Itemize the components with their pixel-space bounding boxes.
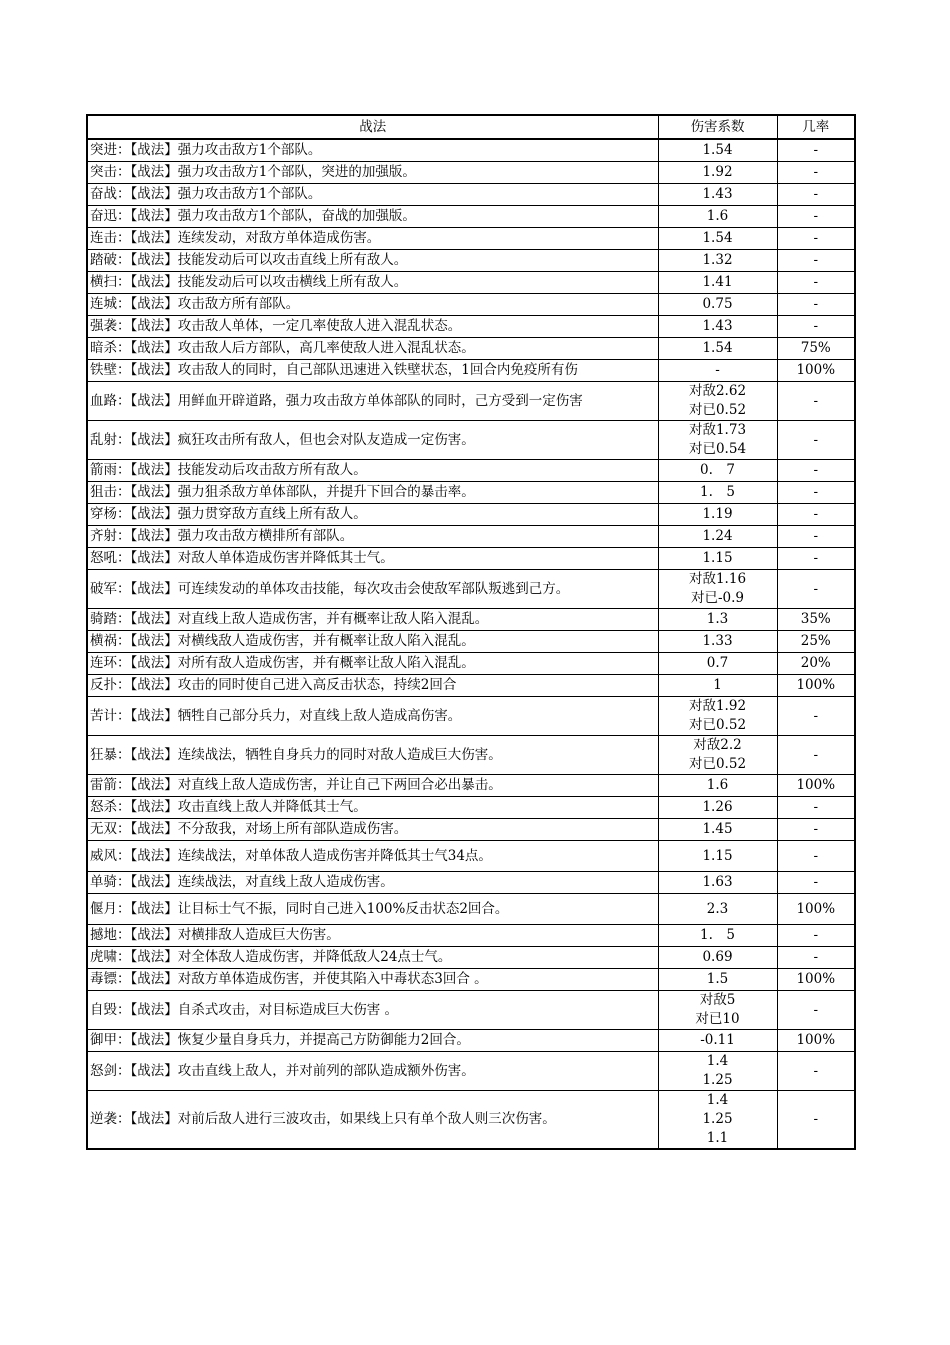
probability-cell: 35% — [777, 609, 855, 631]
skill-description: 【战法】牺牲自己部分兵力，对直线上敌人造成高伤害。 — [130, 707, 462, 724]
skill-cell — [87, 925, 658, 947]
skill-name: 虎啸： — [90, 949, 131, 965]
probability-cell: 100% — [777, 360, 855, 382]
skill-cell — [87, 338, 658, 360]
skill-cell — [87, 819, 658, 841]
damage-coefficient-cell: 0.7 — [658, 653, 777, 675]
table-row — [87, 272, 855, 294]
probability-cell: 100% — [777, 894, 855, 925]
table-row — [87, 631, 855, 653]
table-row — [87, 504, 855, 526]
probability-cell: - — [777, 1091, 855, 1150]
skill-name: 连城： — [90, 296, 131, 312]
skill-name: 穿杨： — [90, 506, 131, 522]
damage-coefficient-cell: 1.54 — [658, 338, 777, 360]
damage-coefficient-cell: 1 — [658, 675, 777, 697]
table-row — [87, 250, 855, 272]
probability-cell: - — [777, 206, 855, 228]
skill-name: 箭雨： — [90, 462, 131, 478]
probability-cell: - — [777, 797, 855, 819]
damage-coefficient-cell: 2.3 — [658, 894, 777, 925]
skill-description: 【战法】强力攻击敌方1个部队。 — [130, 186, 322, 202]
probability-cell: 100% — [777, 969, 855, 991]
skill-cell — [87, 184, 658, 206]
table-row — [87, 206, 855, 228]
probability-cell: - — [777, 736, 855, 775]
skill-name: 自毁： — [90, 1001, 131, 1018]
damage-coefficient-cell: 1.54 — [658, 228, 777, 250]
skill-cell — [87, 570, 658, 609]
skill-cell — [87, 1091, 658, 1150]
skill-name: 无双： — [90, 821, 131, 837]
probability-cell: - — [777, 819, 855, 841]
table-row — [87, 775, 855, 797]
skill-description: 【战法】连续战法，对单体敌人造成伤害并降低其士气34点。 — [130, 847, 492, 864]
damage-coefficient-cell: 1.32 — [658, 250, 777, 272]
skill-cell — [87, 675, 658, 697]
probability-cell: - — [777, 526, 855, 548]
skill-description: 【战法】自杀式攻击，对目标造成巨大伤害 。 — [130, 1001, 399, 1018]
skill-cell — [87, 1052, 658, 1091]
skill-cell — [87, 697, 658, 736]
damage-coefficient-cell: 1.15 — [658, 841, 777, 872]
skill-description: 【战法】不分敌我，对场上所有部队造成伤害。 — [130, 821, 408, 837]
skill-name: 奋迅： — [90, 208, 131, 224]
skill-description: 【战法】对横线敌人造成伤害，并有概率让敌人陷入混乱。 — [130, 633, 475, 649]
damage-coefficient-cell: 1.45 — [658, 819, 777, 841]
skill-cell — [87, 382, 658, 421]
skill-description: 【战法】对敌人单体造成伤害并降低其士气。 — [130, 550, 394, 566]
table-header-row — [87, 115, 855, 139]
skill-cell — [87, 526, 658, 548]
table-row — [87, 338, 855, 360]
damage-coefficient-cell: 对敌1.16 对已-0.9 — [658, 570, 777, 609]
probability-cell: - — [777, 925, 855, 947]
probability-cell: 100% — [777, 675, 855, 697]
table-row — [87, 294, 855, 316]
damage-coefficient-cell: 1.26 — [658, 797, 777, 819]
skill-description: 【战法】对直线上敌人造成伤害，并让自己下两回合必出暴击。 — [130, 777, 502, 793]
table-row — [87, 609, 855, 631]
skill-name: 威风： — [90, 847, 131, 864]
probability-cell: - — [777, 872, 855, 894]
skill-description: 【战法】对直线上敌人造成伤害，并有概率让敌人陷入混乱。 — [130, 611, 489, 627]
damage-coefficient-cell: 1.33 — [658, 631, 777, 653]
skill-cell — [87, 775, 658, 797]
skill-cell — [87, 360, 658, 382]
skill-cell — [87, 894, 658, 925]
skill-description: 【战法】对所有敌人造成伤害，并有概率让敌人陷入混乱。 — [130, 655, 475, 671]
skill-cell — [87, 797, 658, 819]
table-row — [87, 1052, 855, 1091]
skill-description: 【战法】攻击的同时使自己进入高反击状态，持续2回合 — [130, 677, 457, 693]
damage-coefficient-cell: 1.19 — [658, 504, 777, 526]
skill-name: 反扑： — [90, 677, 131, 693]
probability-cell: 75% — [777, 338, 855, 360]
skill-name: 怒杀： — [90, 799, 131, 815]
table-row — [87, 894, 855, 925]
probability-cell: - — [777, 504, 855, 526]
skill-description: 【战法】强力攻击敌方横排所有部队。 — [130, 528, 354, 544]
probability-cell: - — [777, 250, 855, 272]
skill-name: 连击： — [90, 230, 131, 246]
table-row — [87, 316, 855, 338]
skill-description: 【战法】攻击直线上敌人，并对前列的部队造成额外伤害。 — [130, 1062, 475, 1079]
damage-coefficient-cell: 0.69 — [658, 947, 777, 969]
damage-coefficient-cell: 对敌1.92 对已0.52 — [658, 697, 777, 736]
skill-cell — [87, 631, 658, 653]
probability-cell: - — [777, 162, 855, 184]
skill-name: 苦计： — [90, 707, 131, 724]
skill-name: 齐射： — [90, 528, 131, 544]
probability-cell: - — [777, 697, 855, 736]
skill-cell — [87, 162, 658, 184]
probability-cell: - — [777, 184, 855, 206]
header-damage-coefficient: 伤害系数 — [658, 115, 777, 139]
damage-coefficient-cell: 对敌2.62 对已0.52 — [658, 382, 777, 421]
table-row — [87, 925, 855, 947]
skill-description: 【战法】技能发动后攻击敌方所有敌人。 — [130, 462, 367, 478]
skill-name: 血路： — [90, 392, 131, 409]
damage-coefficient-cell: 1.5 — [658, 969, 777, 991]
skill-name: 撼地： — [90, 927, 131, 943]
skill-description: 【战法】疯狂攻击所有敌人，但也会对队友造成一定伤害。 — [130, 431, 475, 448]
table-row — [87, 697, 855, 736]
skill-cell — [87, 250, 658, 272]
skill-name: 狙击： — [90, 484, 131, 500]
skill-description: 【战法】用鲜血开辟道路，强力攻击敌方单体部队的同时，己方受到一定伤害 — [130, 392, 583, 409]
damage-coefficient-cell: 1.6 — [658, 775, 777, 797]
damage-coefficient-cell: 1.15 — [658, 548, 777, 570]
damage-coefficient-cell: 1. 5 — [658, 925, 777, 947]
probability-cell: - — [777, 139, 855, 162]
skill-name: 强袭： — [90, 318, 131, 334]
skill-description: 【战法】强力攻击敌方1个部队，突进的加强版。 — [130, 164, 416, 180]
table-row — [87, 947, 855, 969]
table-row — [87, 421, 855, 460]
skill-cell — [87, 872, 658, 894]
skill-cell — [87, 482, 658, 504]
probability-cell: - — [777, 272, 855, 294]
skill-cell — [87, 609, 658, 631]
skill-description: 【战法】强力贯穿敌方直线上所有敌人。 — [130, 506, 367, 522]
damage-coefficient-cell: 对敌1.73 对已0.54 — [658, 421, 777, 460]
probability-cell: - — [777, 1052, 855, 1091]
probability-cell: - — [777, 841, 855, 872]
damage-coefficient-cell: 1.43 — [658, 316, 777, 338]
skill-description: 【战法】攻击敌人后方部队，高几率使敌人进入混乱状态。 — [130, 340, 475, 356]
skill-description: 【战法】连续战法，对直线上敌人造成伤害。 — [130, 874, 394, 890]
damage-coefficient-cell: 1.3 — [658, 609, 777, 631]
skill-cell — [87, 294, 658, 316]
skill-cell — [87, 228, 658, 250]
skill-description: 【战法】让目标士气不振，同时自己进入100%反击状态2回合。 — [130, 900, 509, 917]
skill-description: 【战法】攻击敌方所有部队。 — [130, 296, 300, 312]
skill-cell — [87, 947, 658, 969]
skill-cell — [87, 653, 658, 675]
probability-cell: - — [777, 460, 855, 482]
table-row — [87, 548, 855, 570]
probability-cell: 20% — [777, 653, 855, 675]
skill-cell — [87, 139, 658, 162]
damage-coefficient-cell: -0.11 — [658, 1030, 777, 1052]
probability-cell: - — [777, 548, 855, 570]
table-row — [87, 482, 855, 504]
probability-cell: 25% — [777, 631, 855, 653]
skill-description: 【战法】对前后敌人进行三波攻击，如果线上只有单个敌人则三次伤害。 — [130, 1111, 556, 1127]
table-row — [87, 1030, 855, 1052]
probability-cell: - — [777, 294, 855, 316]
table-row — [87, 228, 855, 250]
probability-cell: - — [777, 421, 855, 460]
table-row — [87, 841, 855, 872]
skill-name: 怒吼： — [90, 550, 131, 566]
table-row — [87, 675, 855, 697]
skill-name: 横扫： — [90, 274, 131, 290]
skill-description: 【战法】连续发动，对敌方单体造成伤害。 — [130, 230, 381, 246]
probability-cell: - — [777, 570, 855, 609]
skill-description: 【战法】强力攻击敌方1个部队。 — [130, 142, 322, 158]
skill-name: 连环： — [90, 655, 131, 671]
damage-coefficient-cell: 对敌5 对已10 — [658, 991, 777, 1030]
table-row — [87, 969, 855, 991]
skill-name: 御甲： — [90, 1032, 131, 1048]
damage-coefficient-cell: 1.54 — [658, 139, 777, 162]
skill-name: 暗杀： — [90, 340, 131, 356]
header-probability: 几率 — [777, 115, 855, 139]
skill-name: 雷箭： — [90, 777, 131, 793]
skill-name: 逆袭： — [90, 1111, 131, 1127]
skill-name: 单骑： — [90, 874, 131, 890]
skill-description: 【战法】恢复少量自身兵力，并提高己方防御能力2回合。 — [130, 1032, 470, 1048]
skill-cell — [87, 206, 658, 228]
skill-name: 毒镖： — [90, 971, 131, 987]
probability-cell: - — [777, 382, 855, 421]
damage-coefficient-cell: 1. 5 — [658, 482, 777, 504]
damage-coefficient-cell: 对敌2.2 对已0.52 — [658, 736, 777, 775]
skills-table — [86, 114, 856, 1150]
skill-name: 横祸： — [90, 633, 131, 649]
table-row — [87, 570, 855, 609]
table-row — [87, 736, 855, 775]
header-skill: 战法 — [87, 115, 658, 139]
skill-description: 【战法】连续战法，牺牲自身兵力的同时对敌人造成巨大伤害。 — [130, 746, 502, 763]
skill-name: 偃月： — [90, 900, 131, 917]
skill-name: 铁壁： — [90, 362, 131, 378]
table-row — [87, 360, 855, 382]
probability-cell: - — [777, 947, 855, 969]
skill-cell — [87, 460, 658, 482]
skill-name: 突进： — [90, 142, 131, 158]
skill-name: 奋战： — [90, 186, 131, 202]
skill-description: 【战法】对敌方单体造成伤害，并使其陷入中毒状态3回合 。 — [130, 971, 488, 987]
table-row — [87, 526, 855, 548]
table-row — [87, 382, 855, 421]
probability-cell: - — [777, 482, 855, 504]
skill-cell — [87, 991, 658, 1030]
damage-coefficient-cell: 1.4 1.25 1.1 — [658, 1091, 777, 1150]
probability-cell: - — [777, 991, 855, 1030]
table-row — [87, 184, 855, 206]
table-row — [87, 1091, 855, 1150]
probability-cell: - — [777, 316, 855, 338]
skill-description: 【战法】对横排敌人造成巨大伤害。 — [130, 927, 340, 943]
damage-coefficient-cell: 1.6 — [658, 206, 777, 228]
damage-coefficient-cell: - — [658, 360, 777, 382]
probability-cell: 100% — [777, 1030, 855, 1052]
skill-cell — [87, 1030, 658, 1052]
skill-name: 破军： — [90, 580, 131, 597]
skill-cell — [87, 504, 658, 526]
skill-cell — [87, 316, 658, 338]
skill-name: 狂暴： — [90, 746, 131, 763]
skill-description: 【战法】强力攻击敌方1个部队，奋战的加强版。 — [130, 208, 416, 224]
table-row — [87, 139, 855, 162]
skill-cell — [87, 969, 658, 991]
table-row — [87, 872, 855, 894]
probability-cell: - — [777, 228, 855, 250]
skill-description: 【战法】攻击敌人单体，一定几率使敌人进入混乱状态。 — [130, 318, 462, 334]
damage-coefficient-cell: 1.41 — [658, 272, 777, 294]
skill-description: 【战法】技能发动后可以攻击横线上所有敌人。 — [130, 274, 408, 290]
skill-description: 【战法】攻击直线上敌人并降低其士气。 — [130, 799, 367, 815]
damage-coefficient-cell: 1.43 — [658, 184, 777, 206]
skill-cell — [87, 736, 658, 775]
skill-name: 骑踏： — [90, 611, 131, 627]
table-row — [87, 819, 855, 841]
probability-cell: 100% — [777, 775, 855, 797]
skill-cell — [87, 548, 658, 570]
skill-name: 踏破： — [90, 252, 131, 268]
skill-description: 【战法】强力狙杀敌方单体部队，并提升下回合的暴击率。 — [130, 484, 475, 500]
damage-coefficient-cell: 1.24 — [658, 526, 777, 548]
skill-name: 乱射： — [90, 431, 131, 448]
damage-coefficient-cell: 0.75 — [658, 294, 777, 316]
skill-name: 怒剑： — [90, 1062, 131, 1079]
skill-cell — [87, 841, 658, 872]
skill-description: 【战法】对全体敌人造成伤害，并降低敌人24点士气。 — [130, 949, 452, 965]
table-row — [87, 991, 855, 1030]
skill-description: 【战法】技能发动后可以攻击直线上所有敌人。 — [130, 252, 408, 268]
table-row — [87, 797, 855, 819]
skill-description: 【战法】可连续发动的单体攻击技能，每次攻击会使敌军部队叛逃到己方。 — [130, 580, 570, 597]
damage-coefficient-cell: 1.92 — [658, 162, 777, 184]
table-row — [87, 460, 855, 482]
skill-cell — [87, 421, 658, 460]
skill-description: 【战法】攻击敌人的同时，自己部队迅速进入铁壁状态，1回合内免疫所有伤 — [130, 362, 578, 378]
skill-name: 突击： — [90, 164, 131, 180]
damage-coefficient-cell: 0. 7 — [658, 460, 777, 482]
damage-coefficient-cell: 1.63 — [658, 872, 777, 894]
damage-coefficient-cell: 1.4 1.25 — [658, 1052, 777, 1091]
table-row — [87, 653, 855, 675]
skill-cell — [87, 272, 658, 294]
table-row — [87, 162, 855, 184]
